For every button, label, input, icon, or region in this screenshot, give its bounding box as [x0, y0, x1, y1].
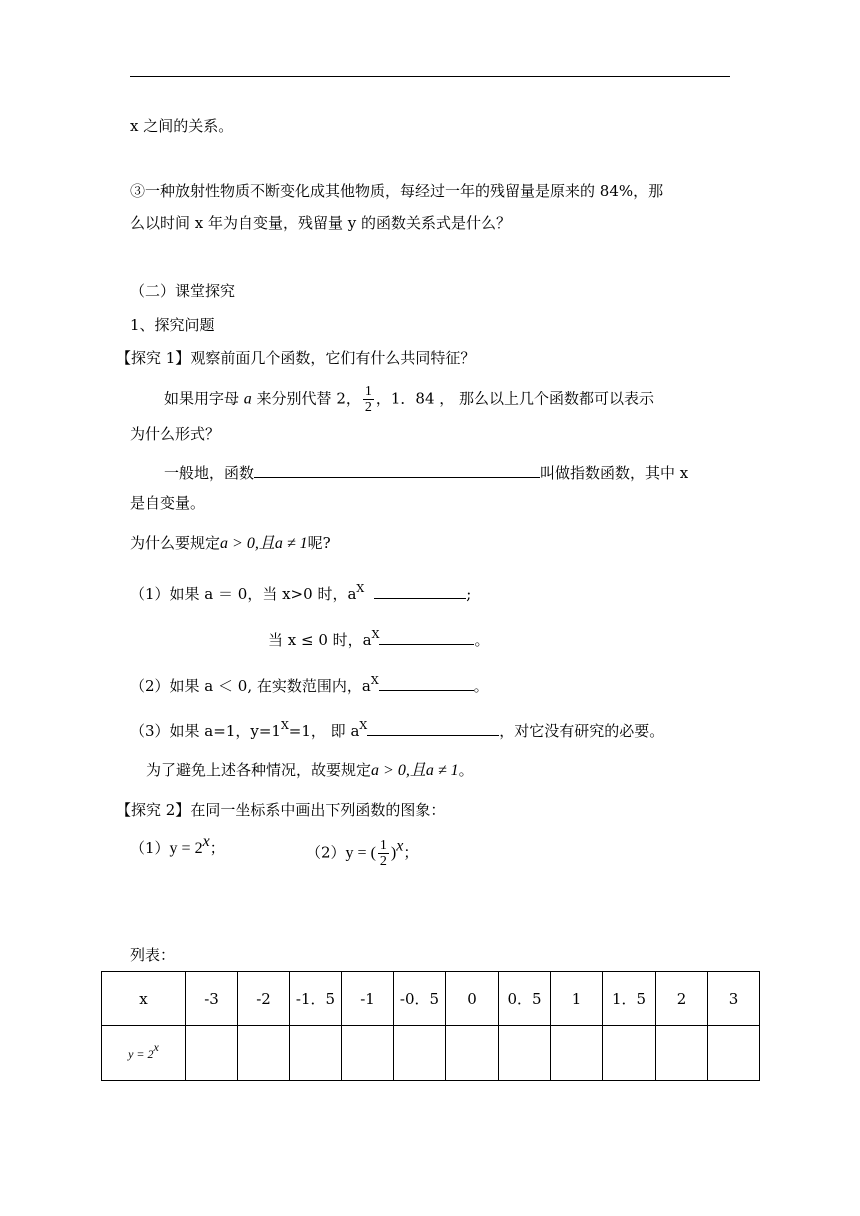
- why-pre: 为什么要规定: [130, 534, 221, 552]
- subsection-heading: 1、探究问题: [130, 316, 215, 334]
- definition-post: 叫做指数函数，其中 x: [540, 464, 689, 482]
- answer-blank[interactable]: [379, 674, 474, 691]
- row-label-base: y = 2: [128, 1047, 154, 1061]
- explore-1-text: 观察前面几个函数，它们有什么共同特征？: [190, 349, 476, 367]
- table-x-cell: -1: [342, 972, 394, 1026]
- section-heading: （二）课堂探究: [130, 282, 236, 300]
- condition-math: a > 0,且a ≠ 1: [220, 535, 308, 552]
- table-x-cell: 3: [708, 972, 760, 1026]
- function-2-pre: y = (: [345, 844, 376, 862]
- table-x-cell: 2: [656, 972, 708, 1026]
- case-2-line: [130, 674, 489, 696]
- case-3-mid: =1， 即 a: [288, 722, 360, 740]
- variable-a: a: [243, 390, 252, 408]
- superscript-x: X: [371, 628, 380, 641]
- explore-2-line: [116, 800, 445, 820]
- fraction-one-half: [378, 838, 389, 869]
- case-1b-post: 。: [474, 631, 490, 649]
- value-table: [101, 971, 760, 1081]
- case-1a-line: [130, 582, 471, 604]
- text-line: 为什么形式？: [130, 425, 221, 443]
- substitution-post: ，1．84 ， 那么以上几个函数都可以表示: [375, 389, 655, 408]
- explore-2-tag: 【探究 2】: [116, 801, 191, 819]
- definition-blank[interactable]: [254, 461, 540, 478]
- text-line: 么以时间 x 年为自变量，残留量 y 的函数关系式是什么？: [130, 214, 512, 232]
- table-header-x: x: [102, 972, 186, 1026]
- case-3-post: ，对它没有研究的必要。: [499, 722, 665, 740]
- case-2-post: 。: [473, 677, 489, 695]
- superscript-x: X: [356, 582, 365, 595]
- table-x-cell: -3: [186, 972, 238, 1026]
- table-x-cell: -2: [238, 972, 290, 1026]
- case-1b-pre: 当 x ≤ 0 时，a: [268, 631, 372, 649]
- fraction-numerator: 1: [364, 384, 372, 399]
- fraction-denominator: 2: [364, 400, 372, 415]
- substitution-mid: 来分别代替 2，: [251, 389, 361, 408]
- function-2-end: ；: [403, 843, 419, 862]
- definition-pre: 一般地，函数: [164, 464, 255, 482]
- substitution-pre: 如果用字母: [164, 389, 244, 408]
- why-line: [130, 533, 331, 554]
- superscript-x: X: [370, 674, 379, 687]
- table-x-cell: -0．5: [394, 972, 446, 1026]
- function-1: [130, 833, 225, 859]
- table-x-cell: 1: [551, 972, 603, 1026]
- case-2-pre: （2）如果 a ＜ 0, 在实数范围内，a: [130, 677, 371, 695]
- superscript-x: X: [359, 719, 368, 732]
- text-line: ③一种放射性物质不断变化成其他物质，每经过一年的残留量是原来的 84%，那: [130, 182, 664, 200]
- function-2: [306, 838, 418, 869]
- table-x-cell: 0: [446, 972, 499, 1026]
- table-y-cell[interactable]: [551, 1026, 603, 1081]
- function-2-label: （2）: [306, 843, 346, 862]
- answer-blank[interactable]: [374, 582, 466, 599]
- table-row-x: [102, 972, 760, 1026]
- table-y-cell[interactable]: [603, 1026, 656, 1081]
- function-1-base: y = 2: [169, 840, 203, 857]
- avoid-post: 。: [458, 761, 474, 779]
- table-row-y: [102, 1026, 760, 1081]
- exponent-x: x: [202, 833, 210, 850]
- table-y-cell[interactable]: [499, 1026, 551, 1081]
- why-post: 呢?: [307, 534, 331, 552]
- case-3-line: [130, 719, 664, 741]
- fraction-one-half: [363, 384, 374, 415]
- table-y-cell[interactable]: [342, 1026, 394, 1081]
- table-y-cell[interactable]: [708, 1026, 760, 1081]
- explore-1-line: [116, 348, 475, 368]
- answer-blank[interactable]: [379, 628, 474, 645]
- case-1a-pre: （1）如果 a ＝ 0，当 x>0 时，a: [130, 585, 357, 603]
- case-3-pre: （3）如果 a=1，y=1: [130, 722, 281, 740]
- explore-1-tag: 【探究 1】: [116, 349, 191, 367]
- case-1a-post: ;: [466, 585, 472, 603]
- answer-blank[interactable]: [367, 719, 499, 736]
- table-y-cell[interactable]: [290, 1026, 342, 1081]
- table-x-cell: 0．5: [499, 972, 551, 1026]
- definition-line: [164, 461, 688, 483]
- avoid-line: [146, 760, 474, 781]
- table-y-cell[interactable]: [238, 1026, 290, 1081]
- condition-math: a > 0,且a ≠ 1: [371, 762, 459, 779]
- function-2-paren: ): [390, 844, 397, 862]
- table-caption: 列表：: [130, 946, 176, 964]
- table-y-cell[interactable]: [394, 1026, 446, 1081]
- exponent-x: x: [153, 1040, 159, 1054]
- table-y-cell[interactable]: [446, 1026, 499, 1081]
- substitution-line: [164, 384, 654, 415]
- fraction-denominator: 2: [379, 854, 387, 869]
- function-1-label: （1）: [130, 839, 170, 857]
- table-row-label: [102, 1026, 186, 1081]
- function-1-end: ；: [209, 839, 225, 857]
- table-y-cell[interactable]: [656, 1026, 708, 1081]
- table-x-cell: 1．5: [603, 972, 656, 1026]
- fraction-numerator: 1: [379, 838, 387, 853]
- text-line: x 之间的关系。: [130, 117, 234, 135]
- table-x-cell: -1．5: [290, 972, 342, 1026]
- case-1b-line: [268, 628, 489, 650]
- header-rule: [130, 76, 730, 77]
- explore-2-text: 在同一坐标系中画出下列函数的图象：: [190, 801, 446, 819]
- avoid-pre: 为了避免上述各种情况，故要规定: [146, 761, 372, 779]
- superscript-x: X: [280, 719, 289, 732]
- text-line: 是自变量。: [130, 494, 206, 512]
- table-y-cell[interactable]: [186, 1026, 238, 1081]
- exponent-x: x: [396, 837, 404, 855]
